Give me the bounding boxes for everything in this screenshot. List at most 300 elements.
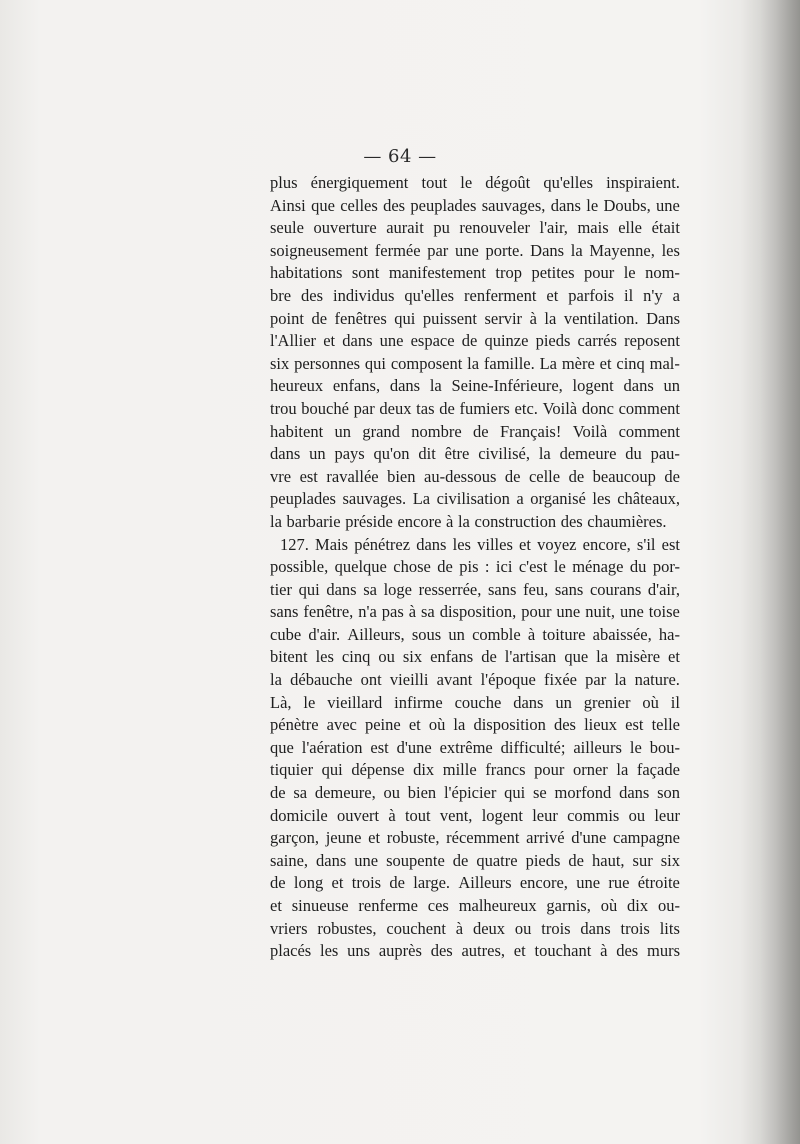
word: bou- bbox=[649, 737, 680, 757]
text-line bbox=[270, 375, 680, 398]
text-line bbox=[270, 895, 680, 918]
word: haut, bbox=[592, 850, 625, 870]
word: pénètre bbox=[270, 715, 319, 735]
word: pieds bbox=[525, 850, 561, 870]
word: deux bbox=[379, 398, 412, 418]
text-line bbox=[270, 240, 680, 263]
word: le bbox=[586, 195, 599, 215]
word: disposition bbox=[473, 715, 546, 735]
word: où bbox=[642, 692, 659, 712]
word: des bbox=[553, 715, 576, 735]
word: tout bbox=[421, 173, 448, 192]
word: civilisation bbox=[436, 489, 510, 509]
word: jeune bbox=[325, 828, 362, 848]
word: nature. bbox=[634, 670, 680, 690]
word: dans bbox=[513, 692, 544, 712]
word: famille. bbox=[483, 353, 535, 373]
word: vieillard bbox=[327, 692, 383, 712]
word: renferme bbox=[358, 896, 418, 915]
word: servir bbox=[484, 308, 523, 328]
word: tiquier bbox=[270, 760, 314, 780]
word: Voilà bbox=[572, 421, 608, 441]
word: voyez bbox=[537, 534, 577, 554]
word: heureux bbox=[270, 376, 324, 396]
word: por- bbox=[652, 557, 680, 577]
word: placés bbox=[270, 941, 312, 961]
word: infirme bbox=[394, 692, 443, 712]
word: le bbox=[623, 263, 636, 283]
word: l'air, bbox=[539, 218, 568, 238]
word: Voilà bbox=[542, 398, 578, 418]
word: uns bbox=[347, 941, 371, 961]
word: la bbox=[614, 670, 627, 690]
word: des bbox=[383, 195, 406, 215]
word: dans bbox=[389, 376, 421, 396]
word: et bbox=[368, 828, 381, 848]
word: toiture bbox=[542, 624, 586, 644]
word: un bbox=[448, 624, 465, 644]
word: vieilli bbox=[389, 670, 429, 690]
word: Français! bbox=[499, 421, 562, 441]
word: par bbox=[427, 240, 449, 260]
word: logent bbox=[481, 805, 523, 825]
word: de bbox=[504, 466, 521, 486]
word: pas bbox=[381, 602, 404, 622]
text-line bbox=[270, 330, 680, 353]
word: Mayenne, bbox=[589, 240, 655, 260]
word: pau- bbox=[650, 444, 680, 464]
word: loge bbox=[383, 579, 413, 599]
word: arrivé bbox=[526, 828, 565, 848]
word: dans bbox=[580, 918, 611, 938]
word: murs bbox=[647, 941, 680, 961]
word: pour bbox=[584, 263, 615, 283]
word: : bbox=[484, 557, 490, 577]
word: qu'elles bbox=[404, 285, 455, 305]
word: est bbox=[661, 534, 680, 554]
word: disposition, bbox=[439, 602, 517, 622]
word: mère bbox=[561, 353, 595, 373]
word: ailleurs bbox=[573, 737, 622, 757]
word: vent, bbox=[439, 805, 473, 825]
word: garçon, bbox=[270, 828, 320, 848]
word: la bbox=[467, 353, 480, 373]
word: rue bbox=[608, 873, 630, 893]
word: des bbox=[301, 285, 324, 305]
word: d'une bbox=[396, 737, 432, 757]
word: Doubs, bbox=[603, 195, 651, 215]
word: pénétrez bbox=[354, 534, 411, 554]
word: à bbox=[455, 918, 464, 938]
text-line bbox=[270, 511, 680, 534]
word: Là, bbox=[270, 692, 292, 712]
word: tas bbox=[416, 398, 435, 418]
word: et bbox=[519, 534, 531, 554]
text-line bbox=[270, 805, 680, 828]
word: logent bbox=[572, 376, 614, 396]
word: mal- bbox=[649, 353, 680, 373]
word: La bbox=[412, 489, 431, 509]
word: un bbox=[663, 376, 680, 396]
word: et bbox=[323, 331, 336, 351]
word: a bbox=[672, 285, 680, 305]
word: trois bbox=[620, 918, 650, 938]
word: ou bbox=[628, 805, 646, 825]
word: barbarie bbox=[286, 511, 341, 531]
word: le bbox=[553, 557, 566, 577]
word: comment bbox=[618, 398, 680, 418]
word: dix bbox=[413, 760, 435, 780]
word: à bbox=[408, 602, 417, 622]
word: fermée bbox=[374, 240, 421, 260]
word: étroite bbox=[637, 873, 680, 893]
word: ouvert bbox=[336, 805, 380, 825]
word: elle bbox=[618, 218, 643, 238]
text-line bbox=[270, 262, 680, 285]
word: pis bbox=[459, 557, 479, 577]
word: préside bbox=[345, 511, 393, 531]
word: la bbox=[616, 760, 629, 780]
word: bouché bbox=[301, 398, 349, 418]
word: de bbox=[568, 466, 585, 486]
word: et bbox=[270, 896, 282, 915]
word: Mais bbox=[315, 534, 349, 554]
word: et bbox=[331, 873, 344, 893]
text-line bbox=[270, 872, 680, 895]
word: avant bbox=[436, 670, 473, 690]
word: auprès bbox=[378, 941, 422, 961]
word: Ainsi bbox=[270, 195, 306, 215]
word: habitent bbox=[270, 421, 324, 441]
word: six bbox=[270, 353, 290, 373]
text-line bbox=[270, 398, 680, 421]
word: sa bbox=[363, 579, 377, 599]
word: deux bbox=[472, 918, 506, 938]
word: il bbox=[624, 285, 634, 305]
word: cube bbox=[270, 624, 302, 644]
word: façade bbox=[636, 760, 680, 780]
word: renferment bbox=[464, 285, 537, 305]
word: dans bbox=[316, 850, 347, 870]
word: châteaux, bbox=[617, 489, 680, 509]
word: était bbox=[651, 218, 680, 238]
word: lieux bbox=[584, 715, 618, 735]
word: et bbox=[599, 353, 612, 373]
word: quinze bbox=[484, 331, 529, 351]
word: une bbox=[656, 195, 680, 215]
word: donc bbox=[581, 398, 614, 418]
word: une bbox=[379, 331, 404, 351]
word: ou bbox=[514, 918, 532, 938]
word: peine bbox=[364, 715, 401, 735]
text-line bbox=[270, 217, 680, 240]
word: tier bbox=[270, 579, 292, 599]
word: touchant bbox=[534, 941, 592, 961]
word: misère bbox=[616, 647, 661, 667]
word: et bbox=[668, 647, 680, 667]
word: civilisé, bbox=[478, 444, 530, 464]
word: un bbox=[309, 444, 326, 464]
word: courans bbox=[589, 579, 642, 599]
text-line bbox=[270, 579, 680, 602]
word: resserrée, bbox=[418, 579, 482, 599]
word: de bbox=[270, 873, 286, 893]
word: inspiraient. bbox=[606, 173, 680, 192]
word: comble bbox=[472, 624, 521, 644]
word: personnes bbox=[294, 353, 361, 373]
word: les bbox=[592, 489, 611, 509]
word: la bbox=[544, 308, 557, 328]
word: abaissée, bbox=[592, 624, 652, 644]
text-line bbox=[270, 285, 680, 308]
text-line bbox=[270, 443, 680, 466]
word: fenêtre, bbox=[303, 602, 354, 622]
word: qui bbox=[298, 579, 320, 599]
word: ha- bbox=[658, 624, 680, 644]
word: francs bbox=[485, 760, 526, 780]
word: l'épicier bbox=[443, 783, 497, 803]
word: bre bbox=[270, 285, 292, 305]
text-line bbox=[270, 692, 680, 715]
word: tout bbox=[404, 805, 431, 825]
word: les bbox=[315, 647, 334, 667]
word: toise bbox=[648, 602, 680, 622]
word: c'est bbox=[518, 557, 548, 577]
binding-shadow bbox=[740, 0, 800, 1144]
word: malheureux bbox=[458, 896, 537, 915]
word: soigneusement bbox=[270, 240, 369, 260]
word: quelque bbox=[334, 557, 387, 577]
word: renouveler bbox=[459, 218, 530, 238]
word: enfans, bbox=[332, 376, 381, 396]
word: par bbox=[353, 398, 375, 418]
text-line bbox=[270, 714, 680, 737]
word: pays bbox=[334, 444, 365, 464]
word: la bbox=[570, 240, 583, 260]
word: pour bbox=[521, 602, 552, 622]
word: une bbox=[576, 873, 601, 893]
word: l'Allier bbox=[270, 331, 317, 351]
word: orner bbox=[572, 760, 608, 780]
word: Dans bbox=[646, 308, 680, 328]
word: la bbox=[596, 647, 609, 667]
word: qu'on bbox=[373, 444, 410, 464]
word: bitent bbox=[270, 647, 308, 667]
word: grand bbox=[362, 421, 400, 441]
word: sa bbox=[420, 602, 435, 622]
word: que bbox=[564, 647, 589, 667]
word: mais bbox=[577, 218, 609, 238]
word: individus bbox=[332, 285, 395, 305]
word: à bbox=[600, 941, 608, 961]
word: sous bbox=[411, 624, 442, 644]
text-line bbox=[270, 759, 680, 782]
text-line bbox=[270, 918, 680, 941]
word: la bbox=[429, 376, 442, 396]
word: lits bbox=[659, 918, 680, 938]
word: ou bbox=[383, 783, 401, 803]
word: difficulté; bbox=[500, 737, 566, 757]
text-line bbox=[270, 646, 680, 669]
word: que bbox=[270, 737, 294, 757]
word: couche bbox=[454, 692, 502, 712]
word: l'aération bbox=[301, 737, 363, 757]
word: ménage bbox=[572, 557, 624, 577]
word: et bbox=[408, 715, 421, 735]
word: commis bbox=[567, 805, 620, 825]
word: dans bbox=[342, 331, 373, 351]
word: chaumières. bbox=[587, 511, 667, 531]
word: peuplades bbox=[270, 489, 336, 509]
word: morfond bbox=[554, 783, 612, 803]
word: telle bbox=[651, 715, 680, 735]
word: qui bbox=[321, 760, 343, 780]
word: de bbox=[439, 398, 455, 418]
word: garnis, bbox=[546, 896, 591, 915]
word: des bbox=[560, 511, 583, 531]
word: fixée bbox=[543, 670, 577, 690]
word: bien bbox=[407, 783, 437, 803]
word: les bbox=[320, 941, 339, 961]
word: parfois bbox=[568, 285, 615, 305]
word: large. bbox=[413, 873, 451, 893]
word: est bbox=[625, 715, 644, 735]
word: Dans bbox=[530, 240, 565, 260]
word: robustes, bbox=[317, 918, 377, 938]
word: beaucoup bbox=[592, 466, 656, 486]
word: où bbox=[600, 896, 618, 915]
word: petites bbox=[531, 263, 575, 283]
word: pour bbox=[534, 760, 565, 780]
word: dix bbox=[627, 896, 649, 915]
word: qui bbox=[504, 783, 526, 803]
word: qu'elles bbox=[543, 173, 594, 192]
word: dit bbox=[418, 444, 436, 464]
word: à bbox=[527, 624, 536, 644]
word: campagne bbox=[613, 828, 680, 848]
word: de bbox=[389, 873, 405, 893]
word: seule bbox=[270, 218, 304, 238]
word: vriers bbox=[270, 918, 308, 938]
word: nombre bbox=[411, 421, 462, 441]
word: grenier bbox=[583, 692, 631, 712]
word: feu, bbox=[523, 579, 549, 599]
word: et bbox=[546, 285, 559, 305]
text-line bbox=[270, 556, 680, 579]
word: il bbox=[670, 692, 680, 712]
text-line bbox=[270, 534, 680, 557]
word: et bbox=[513, 941, 526, 961]
word: qui bbox=[394, 308, 416, 328]
word: point bbox=[270, 308, 304, 328]
word: soupente bbox=[386, 850, 445, 870]
word: possible, bbox=[270, 557, 329, 577]
word: dans bbox=[550, 195, 581, 215]
word: celles bbox=[340, 195, 378, 215]
word: ouverture bbox=[313, 218, 377, 238]
word: six bbox=[402, 647, 423, 667]
word: long bbox=[293, 873, 324, 893]
word: une bbox=[454, 240, 479, 260]
word: est bbox=[299, 466, 318, 486]
word: 127. bbox=[280, 534, 309, 554]
word: ravallée bbox=[326, 466, 379, 486]
word: récemment bbox=[446, 828, 520, 848]
word: comment bbox=[618, 421, 680, 441]
word: d'air, bbox=[647, 579, 680, 599]
word: demeure bbox=[559, 444, 617, 464]
word: n'y bbox=[643, 285, 663, 305]
word: a bbox=[516, 489, 524, 509]
text-line bbox=[270, 601, 680, 624]
word: que bbox=[311, 195, 335, 215]
word: carrés bbox=[577, 331, 617, 351]
word: dégoût bbox=[485, 173, 531, 192]
word: des bbox=[430, 941, 453, 961]
word: enfans bbox=[430, 647, 474, 667]
word: cinq bbox=[341, 647, 371, 667]
word: à bbox=[529, 308, 537, 328]
word: aurait bbox=[386, 218, 424, 238]
word: autres, bbox=[461, 941, 506, 961]
word: une bbox=[354, 850, 379, 870]
word: ces bbox=[427, 896, 449, 915]
word: villes bbox=[477, 534, 513, 554]
word: pu bbox=[433, 218, 450, 238]
word: plus bbox=[270, 173, 298, 192]
text-line bbox=[270, 195, 680, 218]
word: couchent bbox=[386, 918, 446, 938]
text-line bbox=[270, 624, 680, 647]
word: dans bbox=[623, 376, 654, 396]
word: sauvages, bbox=[481, 195, 546, 215]
text-line bbox=[270, 466, 680, 489]
word: ont bbox=[360, 670, 382, 690]
word: la bbox=[270, 511, 282, 531]
word: vre bbox=[270, 466, 292, 486]
word: de bbox=[311, 308, 328, 328]
word: porte. bbox=[485, 240, 524, 260]
word: les bbox=[661, 240, 680, 260]
word: dans bbox=[326, 579, 357, 599]
text-line bbox=[270, 172, 680, 195]
word: d'une bbox=[571, 828, 607, 848]
text-line bbox=[270, 850, 680, 873]
word: s'il bbox=[636, 534, 656, 554]
word: leur bbox=[532, 805, 558, 825]
word: le bbox=[460, 173, 473, 192]
text-line bbox=[270, 421, 680, 444]
text-line bbox=[270, 669, 680, 692]
word: sans bbox=[270, 602, 299, 622]
word: bien bbox=[387, 466, 416, 486]
word: quatre bbox=[476, 850, 518, 870]
text-line bbox=[270, 488, 680, 511]
word: de bbox=[568, 850, 584, 870]
word: du bbox=[625, 444, 642, 464]
word: à bbox=[388, 805, 396, 825]
word: chose bbox=[393, 557, 431, 577]
word: puissent bbox=[422, 308, 477, 328]
text-line bbox=[270, 353, 680, 376]
text-line bbox=[270, 827, 680, 850]
word: mille bbox=[442, 760, 477, 780]
word: sinueuse bbox=[291, 896, 349, 915]
word: cinq bbox=[616, 353, 645, 373]
word: se bbox=[532, 783, 547, 803]
text-line bbox=[270, 782, 680, 805]
word: nom- bbox=[645, 263, 680, 283]
